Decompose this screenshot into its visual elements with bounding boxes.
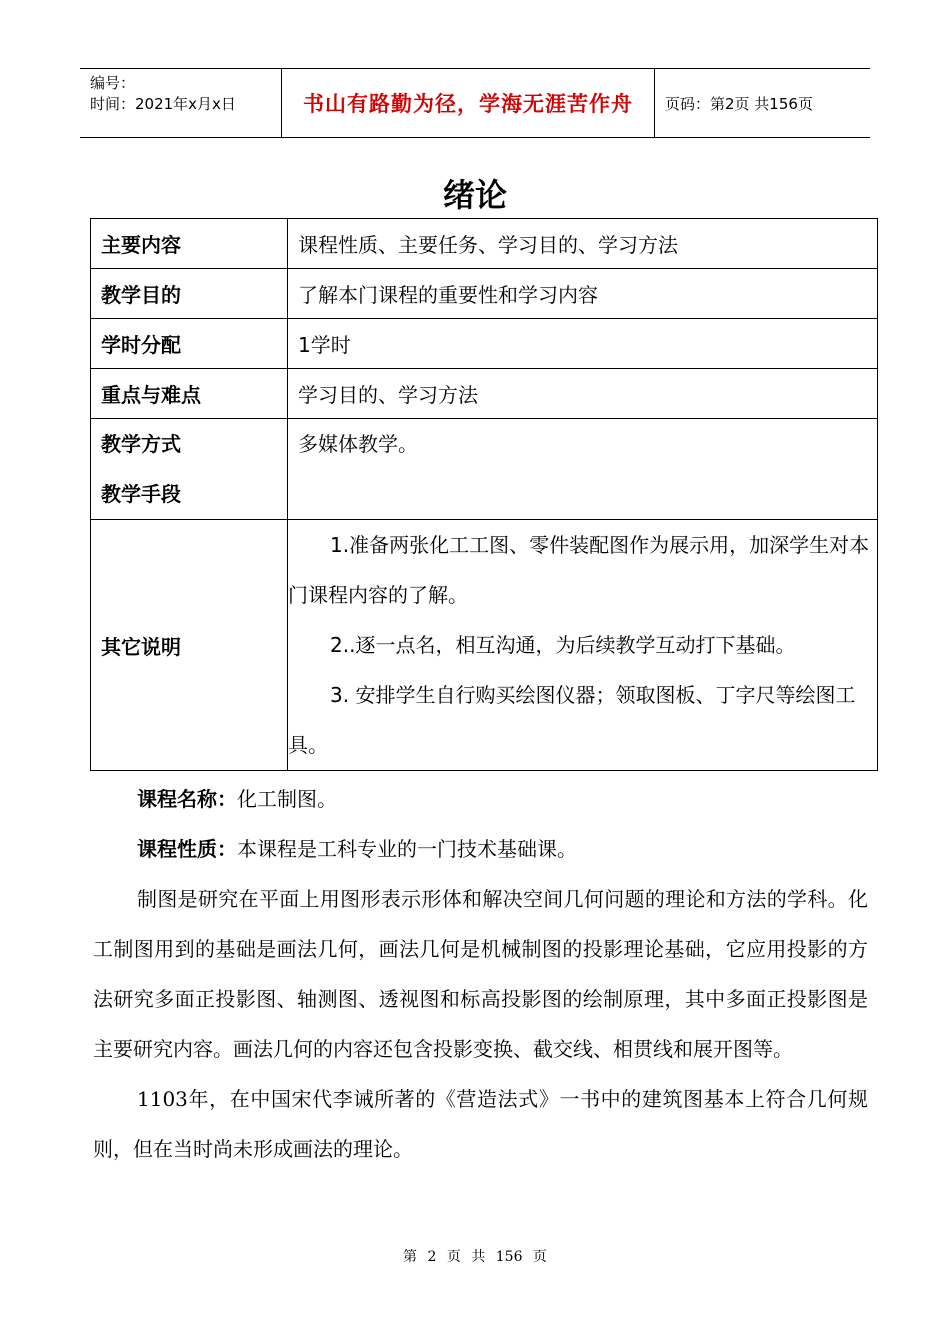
row-label: 重点与难点: [91, 369, 288, 419]
other-note-3: 3. 安排学生自行购买绘图仪器；领取图板、丁字尺等绘图工具。: [288, 683, 856, 757]
table-row-method: [91, 419, 878, 520]
row-label: 主要内容: [91, 219, 288, 269]
table-row: [91, 269, 878, 319]
row-label: 学时分配: [91, 319, 288, 369]
paragraph: 1103年，在中国宋代李诫所著的《营造法式》一书中的建筑图基本上符合几何规则，但在当时尚未形成画法的理论。: [93, 1087, 868, 1161]
page-header: [80, 68, 870, 138]
paragraph: 制图是研究在平面上用图形表示形体和解决空间几何问题的理论和方法的学科。化工制图用到的基础是画法几何，画法几何是机械制图的投影理论基础，它应用投影的方法研究多面正投影图、轴测图、透视图和标高投影图的绘制原理，其中多面正投影图是主要研究内容。画法几何的内容还包含投影变换、截交线、相贯线和展开图等。: [93, 887, 868, 1061]
method-value: 多媒体教学。: [298, 432, 418, 456]
course-nature-label: 课程性质：: [137, 837, 237, 861]
table-row: [91, 319, 878, 369]
page-footer: 第 2 页 共 156 页: [403, 1249, 547, 1265]
table-row: [91, 369, 878, 419]
row-value: 学习目的、学习方法: [288, 369, 878, 419]
row-label: 教学目的: [91, 269, 288, 319]
row-value: [288, 520, 878, 771]
date-label: 时间：2021年x月x日: [90, 95, 236, 113]
course-nature-line: [93, 824, 868, 874]
row-value: [288, 419, 878, 520]
body-text: [93, 774, 868, 1174]
row-label: [91, 419, 288, 520]
means-label: 教学手段: [101, 482, 181, 506]
header-meta: [80, 69, 282, 137]
other-note-2: 2..逐一点名，相互沟通，为后续教学互动打下基础。: [330, 633, 796, 657]
number-label: 编号：: [90, 74, 136, 92]
info-table: [90, 218, 878, 771]
course-name-line: [93, 774, 868, 824]
row-value: 1学时: [288, 319, 878, 369]
course-name: 化工制图。: [237, 787, 337, 811]
row-value: 课程性质、主要任务、学习目的、学习方法: [288, 219, 878, 269]
table-row-other: [91, 520, 878, 771]
course-nature: 本课程是工科专业的一门技术基础课。: [237, 837, 577, 861]
row-value: 了解本门课程的重要性和学习内容: [288, 269, 878, 319]
header-motto: 书山有路勤为径，学海无涯苦作舟: [282, 69, 655, 137]
header-page-info: 页码：第2页 共156页: [665, 94, 813, 113]
method-label: 教学方式: [101, 432, 181, 456]
page-title: 绪论: [442, 176, 507, 214]
row-label: 其它说明: [91, 520, 288, 771]
table-row: [91, 219, 878, 269]
course-name-label: 课程名称：: [137, 787, 237, 811]
other-note-1: 1.准备两张化工工图、零件装配图作为展示用，加深学生对本门课程内容的了解。: [288, 533, 870, 607]
